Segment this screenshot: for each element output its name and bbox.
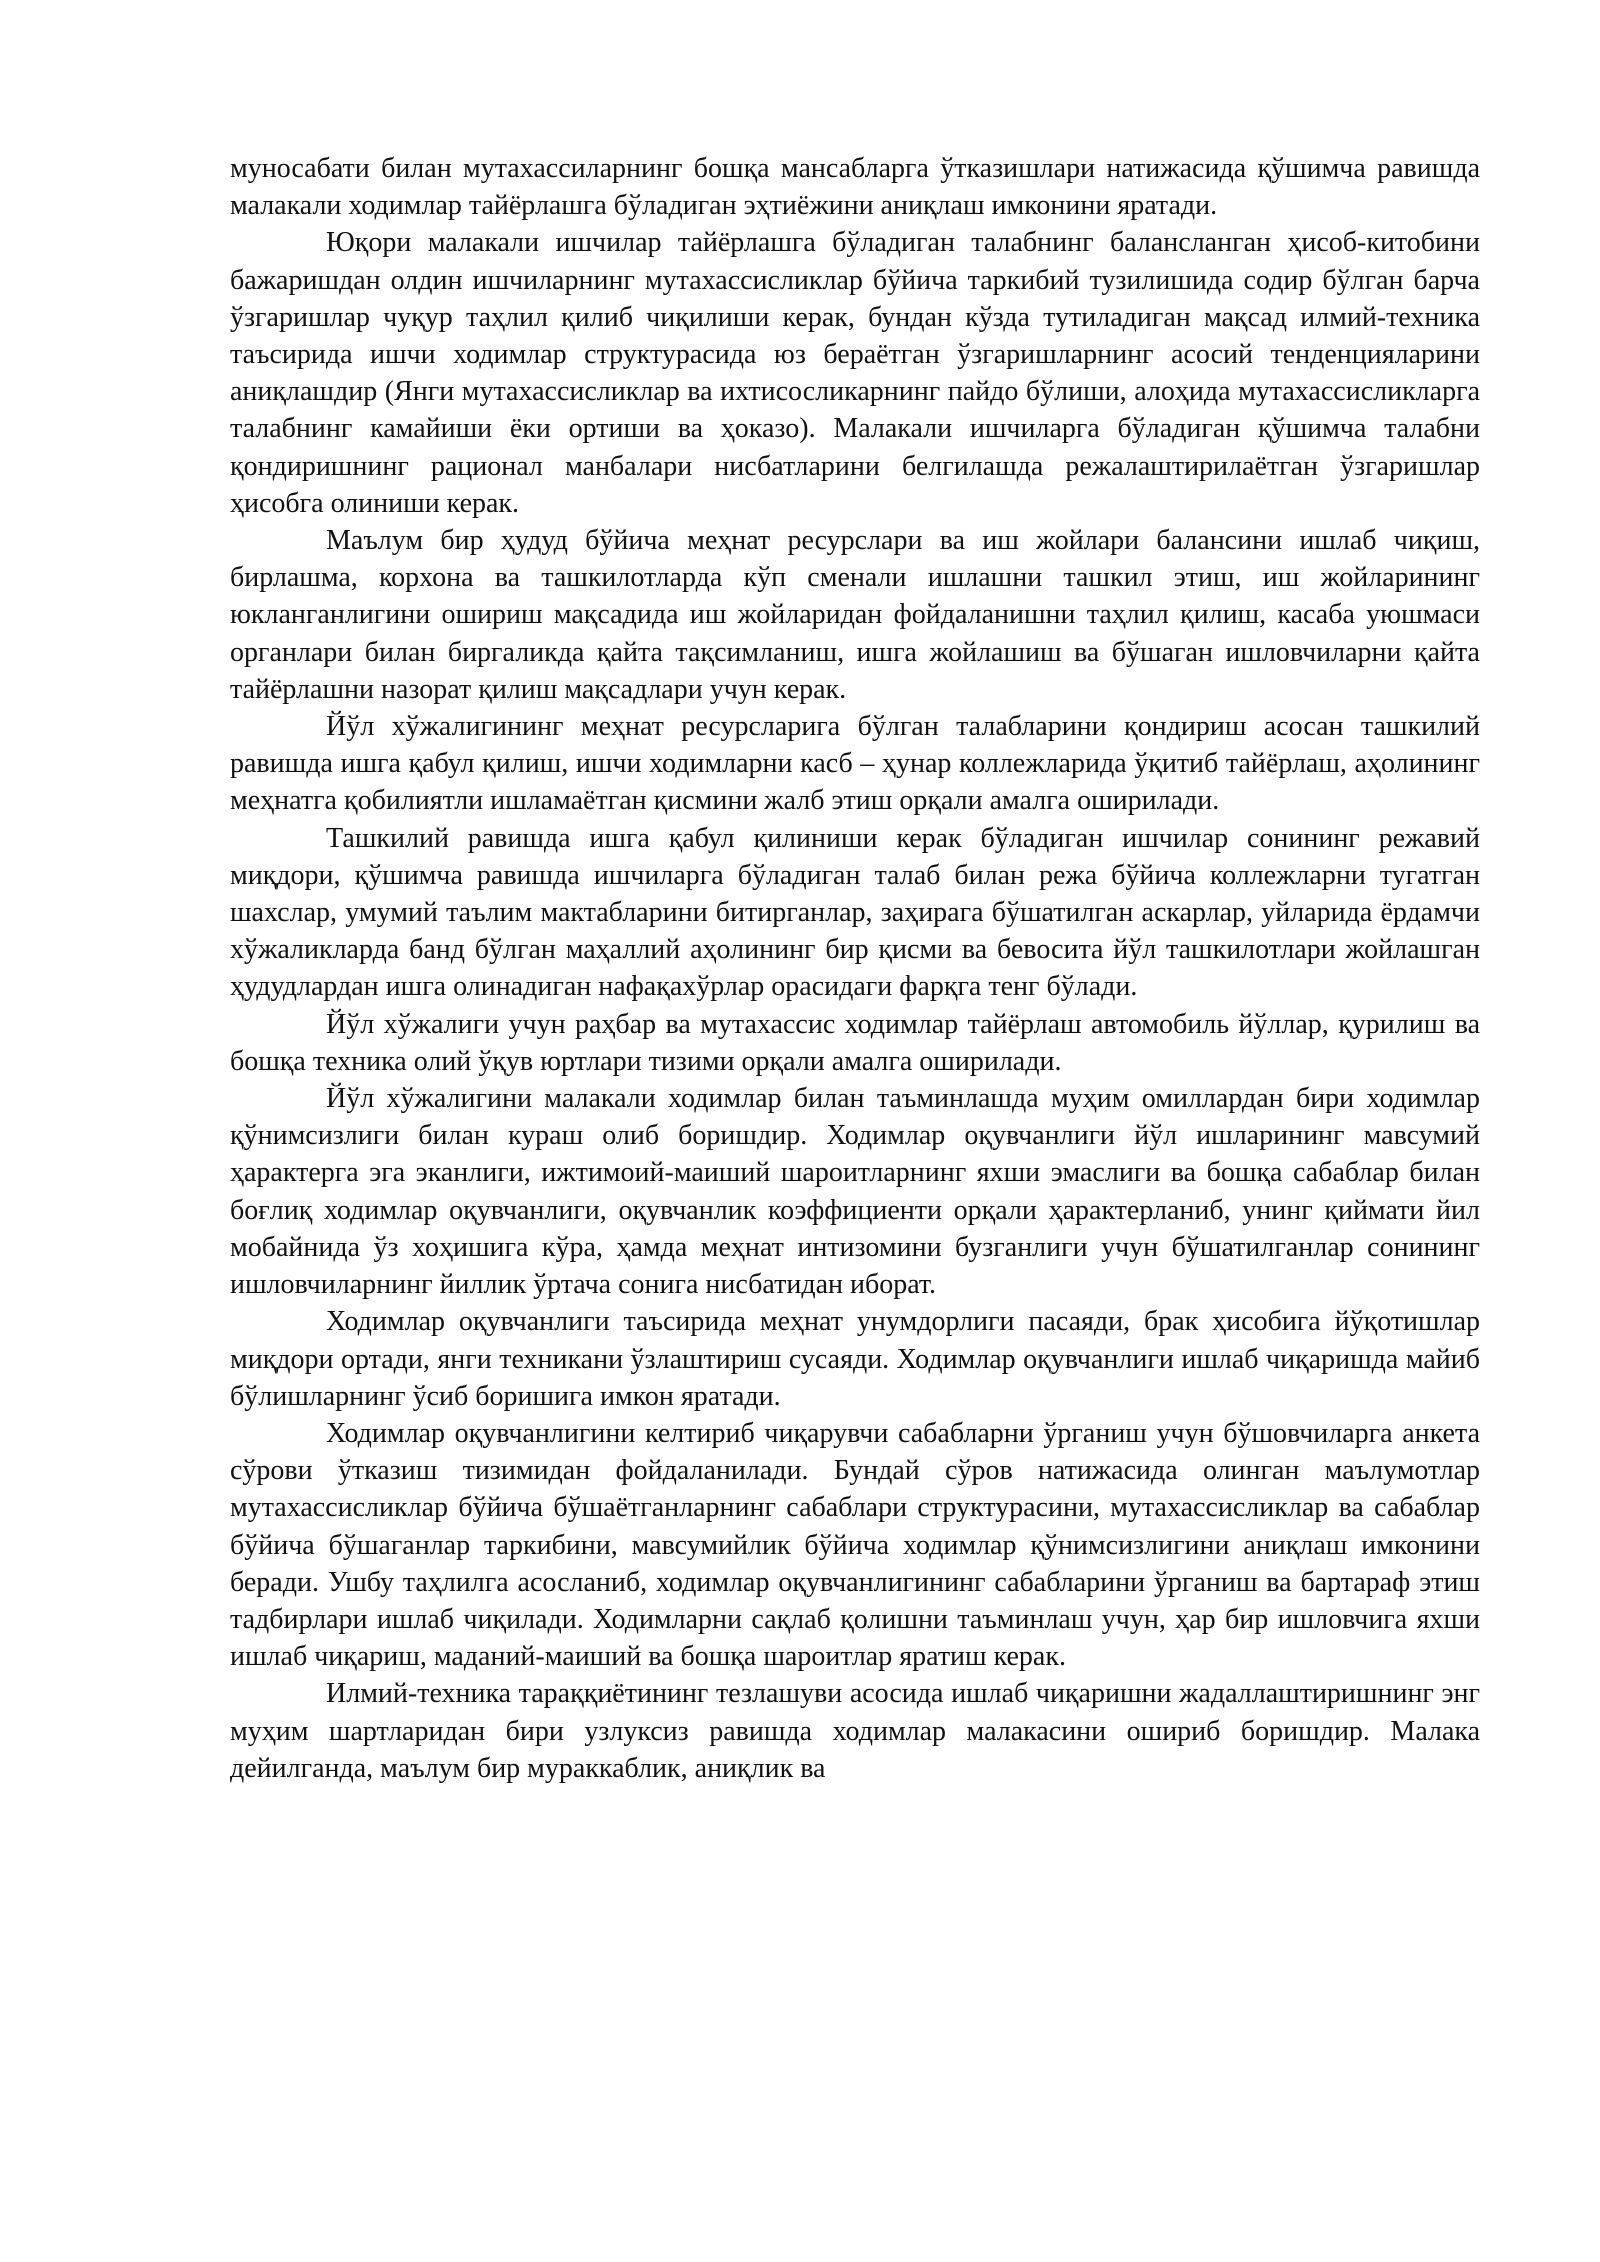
paragraph-7: Ходимлар оқувчанлиги таъсирида меҳнат унумдорлиги пасаяди, брак ҳисобига йўқотишлар миқдори ортади, янги техникани ўзлаштириш сусаяди. Ходимлар оқувчанлиги ишлаб чиқаришда майиб бўлишларнинг ўсиб боришига имкон яратади. bbox=[230, 1306, 1480, 1412]
paragraph-8: Ходимлар оқувчанлигини келтириб чиқарувчи сабабларни ўрганиш учун бўшовчиларга анкета сўрови ўтказиш тизимидан фойдаланилади. Бундай сўров натижасида олинган маълумотлар мутахассисликлар бўйича бўшаётганларнинг сабаблари структурасини, мутахассисликлар ва сабаблар бўйича бўшаганлар таркибини, мавсумийлик бўйича ходимлар қўнимсизлигини аниқлаш имконини беради. Ушбу таҳлилга асосланиб, ходимлар оқувчанлигининг сабабларини ўрганиш ва бартараф этиш тадбирлари ишлаб чиқилади. Ходимларни сақлаб қолишни таъминлаш учун, ҳар бир ишловчига яхши ишлаб чиқариш, маданий-маиший ва бошқа шароитлар яратиш керак. bbox=[230, 1417, 1480, 1673]
paragraph-2: Маълум бир ҳудуд бўйича меҳнат ресурслари ва иш жойлари балансини ишлаб чиқиш, бирлашма, корхона ва ташкилотларда кўп сменали ишлашни ташкил этиш, иш жойларининг юкланганлигини ошириш мақсадида иш жойларидан фойдаланишни таҳлил қилиш, касаба уюшмаси органлари билан биргаликда қайта тақсимланиш, ишга жойлашиш ва бўшаган ишловчиларни қайта тайёрлашни назорат қилиш мақсадлари учун керак. bbox=[230, 525, 1480, 705]
paragraph-5: Йўл хўжалиги учун раҳбар ва мутахассис ходимлар тайёрлаш автомобиль йўллар, қурилиш ва бошқа техника олий ўқув юртлари тизими орқали амалга оширилади. bbox=[230, 1008, 1480, 1077]
paragraph-9: Илмий-техника тараққиётининг тезлашуви асосида ишлаб чиқаришни жадаллаштиришнинг энг муҳим шартларидан бири узлуксиз равишда ходимлар малакасини ошириб боришдир. Малака дейилганда, маълум бир мураккаблик, аниқлик ва bbox=[230, 1678, 1480, 1784]
paragraph-3: Йўл хўжалигининг меҳнат ресурсларига бўлган талабларини қондириш асосан ташкилий равишда ишга қабул қилиш, ишчи ходимларни касб – ҳунар коллежларида ўқитиб тайёрлаш, аҳолининг меҳнатга қобилиятли ишламаётган қисмини жалб этиш орқали амалга оширилади. bbox=[230, 711, 1480, 817]
paragraph-6: Йўл хўжалигини малакали ходимлар билан таъминлашда муҳим омиллардан бири ходимлар қўнимсизлиги билан кураш олиб боришдир. Ходимлар оқувчанлиги йўл ишларининг мавсумий ҳарактерга эга эканлиги, ижтимоий-маиший шароитларнинг яхши эмаслиги ва бошқа сабаблар билан боғлиқ ходимлар оқувчанлиги, оқувчанлик коэффициенти орқали ҳарактерланиб, унинг қиймати йил мобайнида ўз хоҳишига кўра, ҳамда меҳнат интизомини бузганлиги учун бўшатилганлар сонининг ишловчиларнинг йиллик ўртача сонига нисбатидан иборат. bbox=[230, 1083, 1480, 1301]
paragraph-4: Ташкилий равишда ишга қабул қилиниши керак бўладиган ишчилар сонининг режавий миқдори, қўшимча равишда ишчиларга бўладиган талаб билан режа бўйича коллежларни тугатган шахслар, умумий таълим мактабларини битирганлар, заҳирага бўшатилган аскарлар, уйларида ёрдамчи хўжаликларда банд бўлган маҳаллий аҳолининг бир қисми ва бевосита йўл ташкилотлари жойлашган ҳудудлардан ишга олинадиган нафақахўрлар орасидаги фарқга тенг бўлади. bbox=[230, 822, 1480, 1003]
document-body bbox=[230, 150, 1480, 1787]
paragraph-1: Юқори малакали ишчилар тайёрлашга бўладиган талабнинг балансланган ҳисоб-китобини бажаришдан олдин ишчиларнинг мутахассисликлар бўйича таркибий тузилишида содир бўлган барча ўзгаришлар чуқур таҳлил қилиб чиқилиши керак, бундан кўзда тутиладиган мақсад илмий-техника таъсирида ишчи ходимлар структурасида юз бераётган ўзгаришларнинг асосий тенденцияларини аниқлашдир (Янги мутахассисликлар ва ихтисосликарнинг пайдо бўлиши, алоҳида мутахассисликларга талабнинг камайиши ёки ортиши ва ҳоказо). Малакали ишчиларга бўладиган қўшимча талабни қондиришнинг рационал манбалари нисбатларини белгилашда режалаштирилаётган ўзгаришлар ҳисобга олиниши керак. bbox=[230, 227, 1480, 519]
paragraph-0: муносабати билан мутахассиларнинг бошқа мансабларга ўтказишлари натижасида қўшимча равишда малакали ходимлар тайёрлашга бўладиган эҳтиёжини аниқлаш имконини яратади. bbox=[230, 153, 1480, 222]
